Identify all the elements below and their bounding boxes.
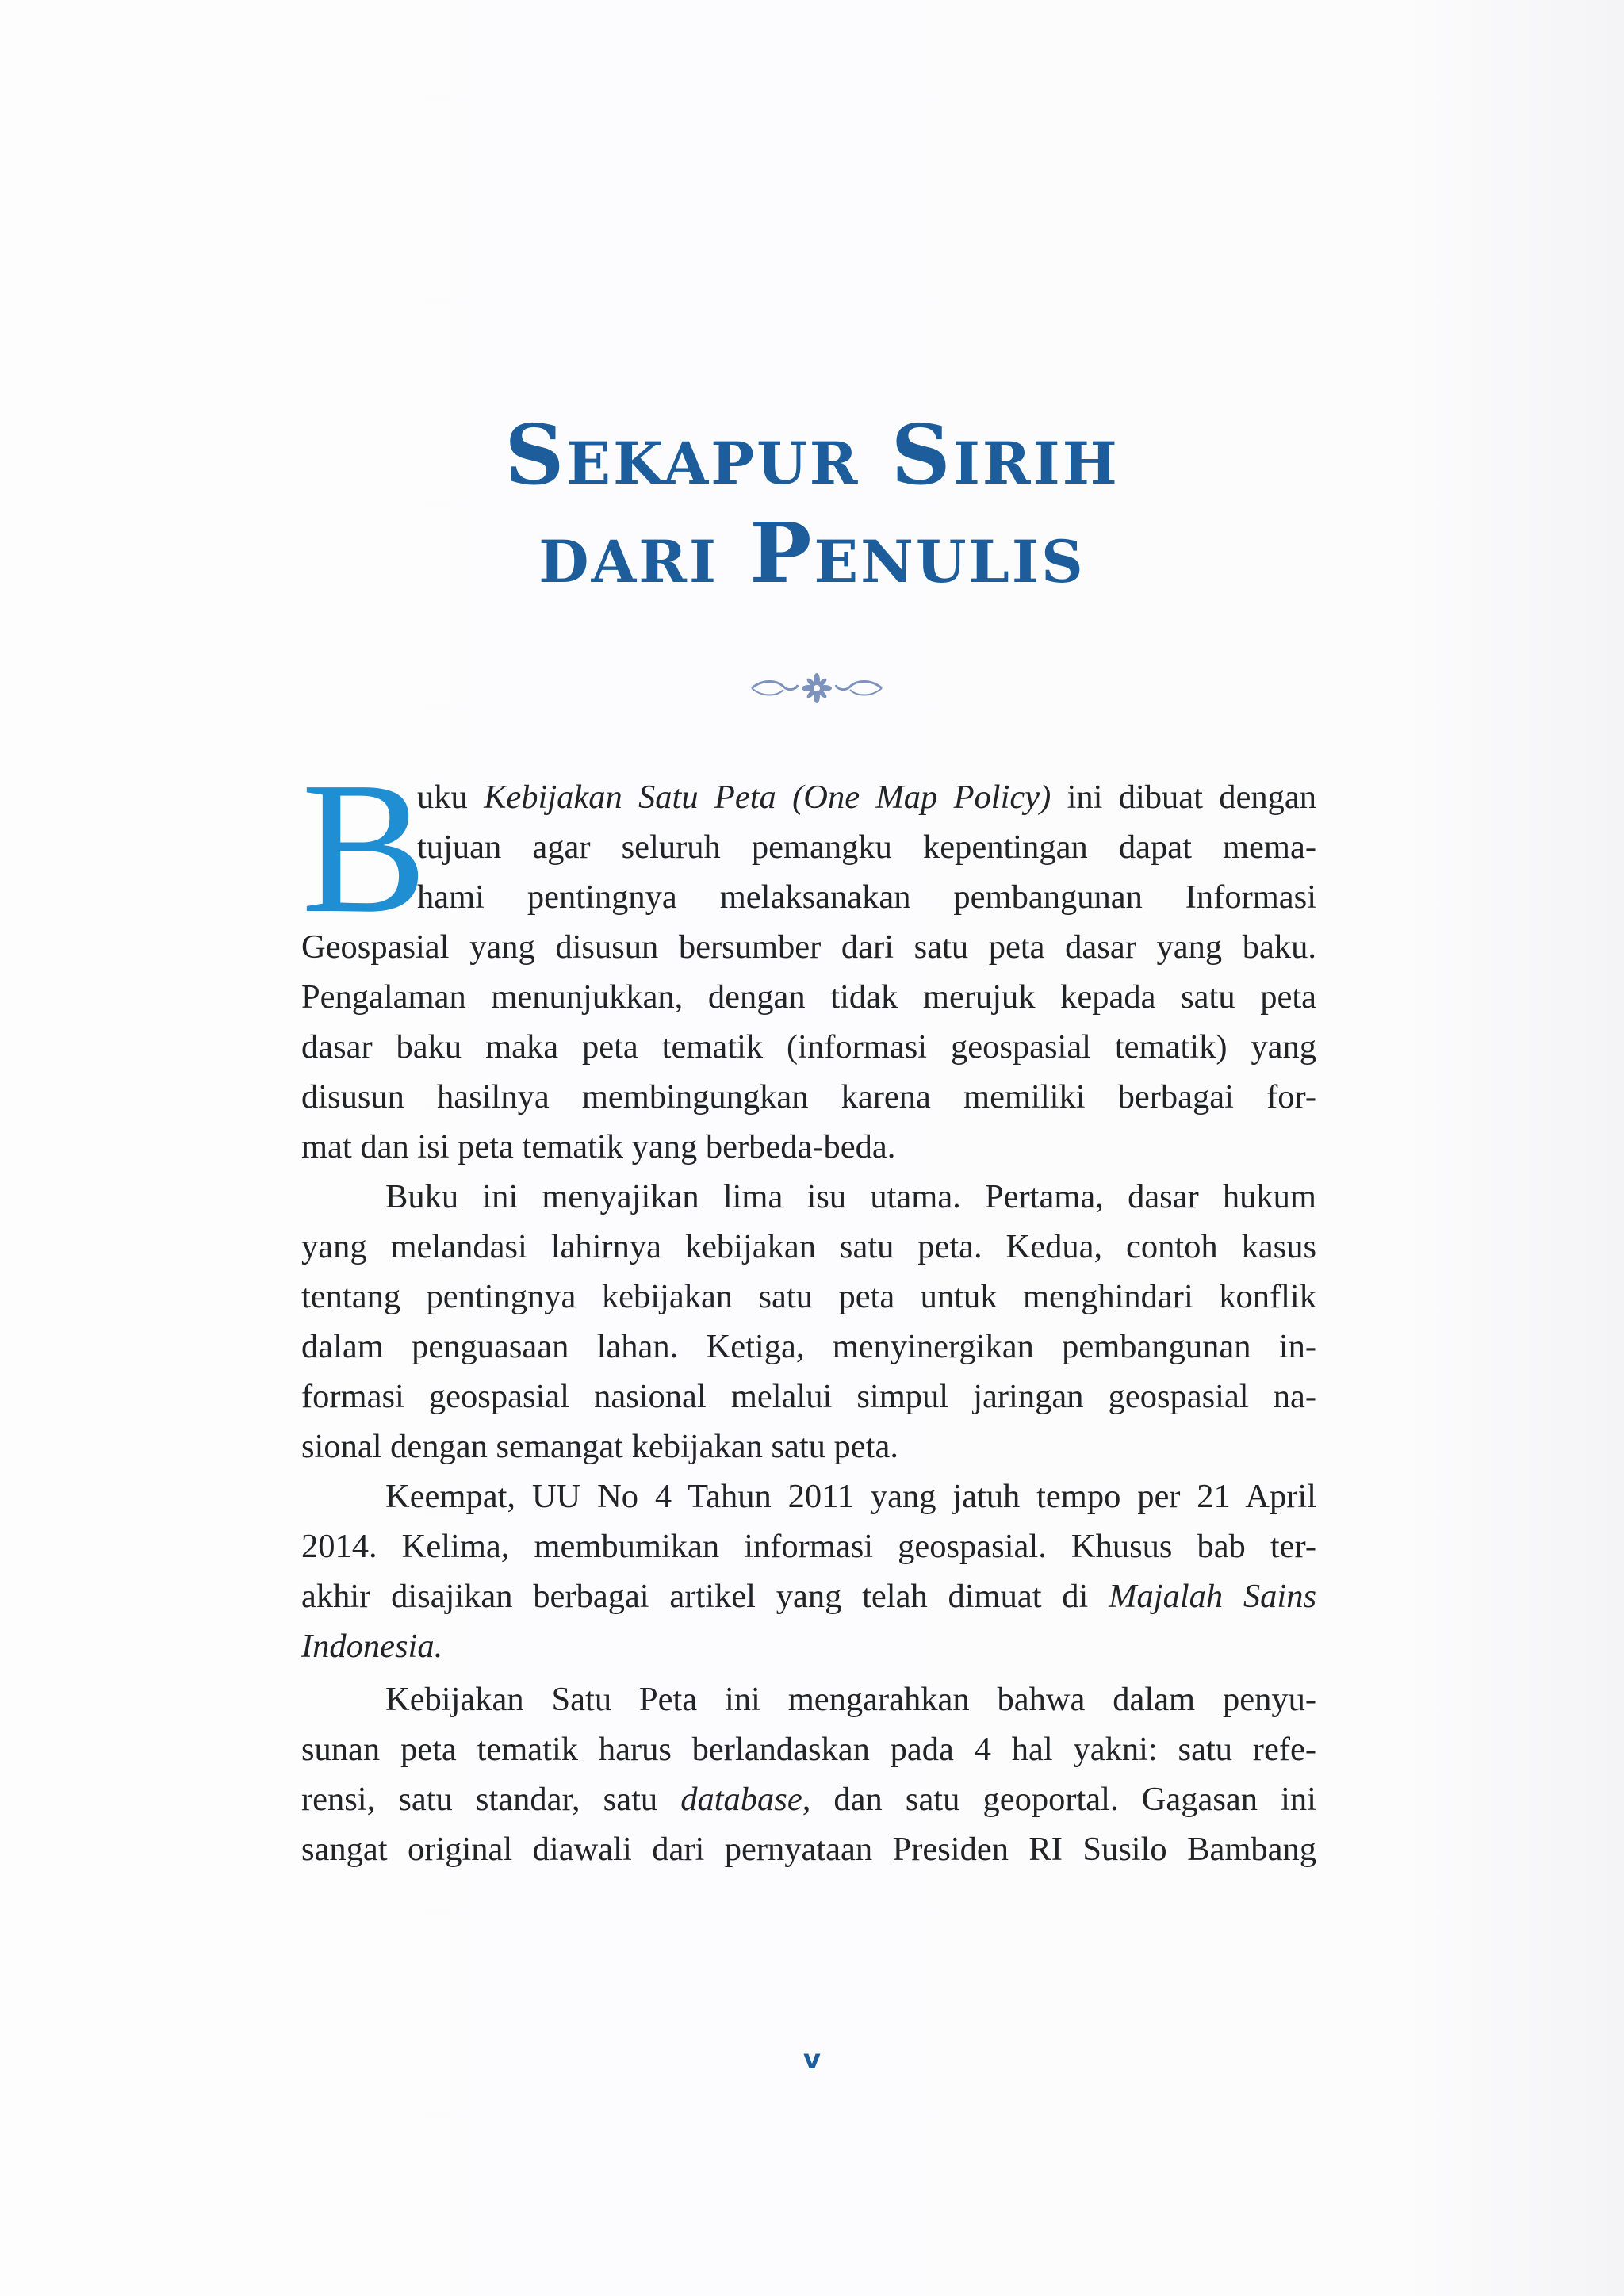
text-line: Buku ini menyajikan lima isu utama. Pertama, dasar hukum <box>385 1178 1316 1215</box>
text-line: formasi geospasial nasional melalui simpul jaringan geospasial na- <box>301 1378 1316 1415</box>
body-text <box>301 744 1317 1874</box>
text-line: mat dan isi peta tematik yang berbeda-beda. <box>301 1128 896 1165</box>
text-line: Kebijakan Satu Peta ini mengarahkan bahwa dalam penyu- <box>385 1681 1316 1718</box>
ornamental-divider-icon <box>658 664 975 712</box>
text-line: Geospasial yang disusun bersumber dari satu peta dasar yang baku. <box>301 928 1316 966</box>
text-line: tujuan agar seluruh pemangku kepentingan dapat mema- <box>417 828 1316 866</box>
paragraph-4 <box>301 1674 1316 1874</box>
text-line: dalam penguasaan lahan. Ketiga, menyinergikan pembangunan in- <box>301 1328 1316 1365</box>
paragraph-1 <box>301 744 1317 1172</box>
paragraph-2 <box>301 1172 1316 1471</box>
paragraph-3 <box>301 1471 1316 1671</box>
drop-cap: B <box>301 744 427 952</box>
page-number: v <box>802 2044 822 2076</box>
magazine-title-italic: Majalah Sains <box>1109 1578 1316 1615</box>
text-line: akhir disajikan berbagai artikel yang telah dimuat di Majalah Sains <box>301 1578 1316 1615</box>
text-line: sional dengan semangat kebijakan satu peta. <box>301 1428 898 1465</box>
text-line: sangat original diawali dari pernyataan Presiden RI Susilo Bambang <box>301 1831 1316 1868</box>
text-line: Pengalaman menunjukkan, dengan tidak merujuk kepada satu peta <box>301 978 1316 1016</box>
magazine-title-italic: Indonesia. <box>301 1628 443 1665</box>
chapter-title-line-2: dari Penulis <box>538 504 1086 602</box>
database-italic: database <box>680 1781 802 1818</box>
text-line: uku Kebijakan Satu Peta (One Map Policy) ini dibuat dengan <box>417 779 1317 816</box>
text-line: dasar baku maka peta tematik (informasi geospasial tematik) yang <box>301 1028 1316 1066</box>
chapter-title <box>0 406 1624 603</box>
text-line: disusun hasilnya membingungkan karena memiliki berbagai for- <box>301 1078 1316 1115</box>
text-line: tentang pentingnya kebijakan satu peta untuk menghindari konflik <box>301 1278 1316 1315</box>
book-title-italic: Kebijakan Satu Peta (One Map Policy) <box>484 779 1051 816</box>
text-line: 2014. Kelima, membumikan informasi geospasial. Khusus bab ter- <box>301 1528 1316 1565</box>
text-line: rensi, satu standar, satu database, dan satu geoportal. Gagasan ini <box>301 1781 1316 1818</box>
text-line: hami pentingnya melaksanakan pembangunan Informasi <box>417 878 1316 916</box>
text-line: Keempat, UU No 4 Tahun 2011 yang jatuh tempo per 21 April <box>385 1478 1316 1515</box>
text-line <box>301 1621 1316 1671</box>
text-line: yang melandasi lahirnya kebijakan satu peta. Kedua, contoh kasus <box>301 1228 1316 1265</box>
text-line: sunan peta tematik harus berlandaskan pada 4 hal yakni: satu refe- <box>301 1731 1316 1768</box>
chapter-title-line-1: Sekapur Sirih <box>504 406 1120 503</box>
